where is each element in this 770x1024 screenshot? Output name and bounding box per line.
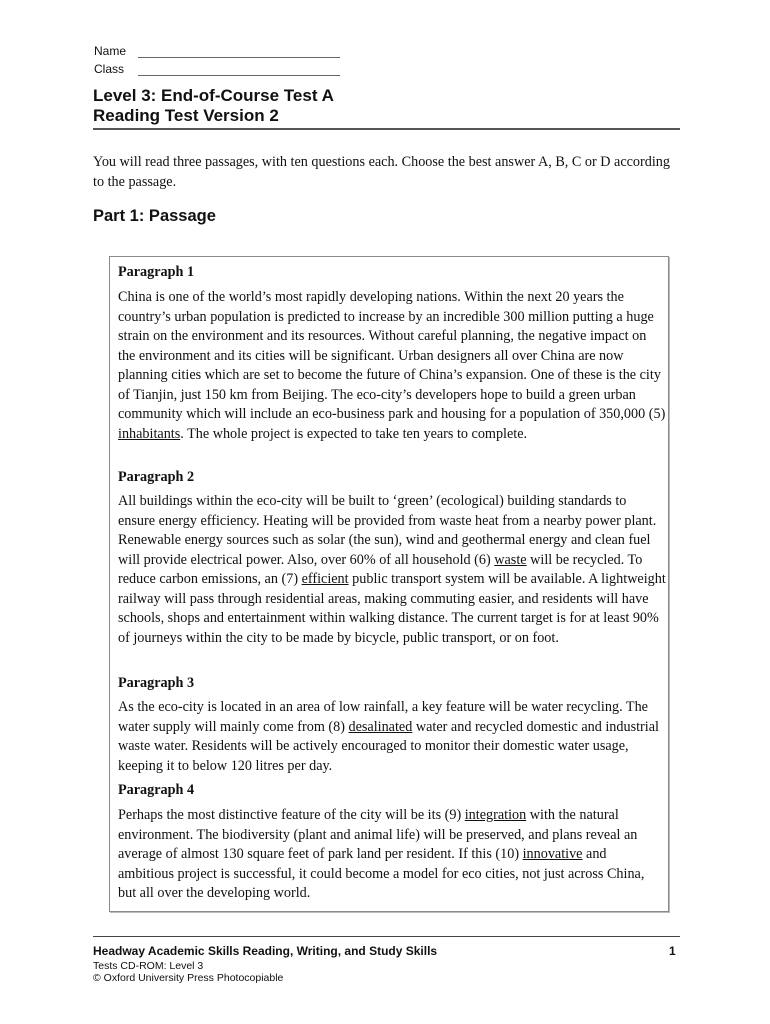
class-field [94,62,340,76]
footer-cdrom-line: Tests CD-ROM: Level 3 [93,960,204,972]
paragraph-4-heading: Paragraph 4 [118,782,195,798]
paragraph-text-segment: Perhaps the most distinctive feature of the city will be its (9) [118,807,465,823]
name-blank-line [138,47,340,58]
paragraph-3-text [118,698,666,776]
vocabulary-word: desalinated [348,718,413,735]
paragraph-text-segment: and ambitious project is successful, it could become a model for eco cities, not just across China, but all over the developing world. [118,846,645,901]
vocabulary-word: waste [494,551,527,568]
paragraph-2-text [118,492,666,648]
paragraph-text-segment: water and recycled domestic and industrial waste water. Residents will be actively encouraged to monitor their domestic water usage, keeping it to below 120 litres per day. [118,718,659,774]
footer-copyright-line: © Oxford University Press Photocopiable [93,972,284,984]
paragraph-2-heading: Paragraph 2 [118,469,195,485]
paragraph-3-heading: Paragraph 3 [118,675,195,691]
class-label: Class [94,62,125,76]
vocabulary-word: integration [464,807,527,823]
name-field [94,44,340,58]
footer-divider [93,936,680,937]
paragraph-1-heading: Paragraph 1 [118,264,195,280]
vocabulary-word: innovative [522,846,583,862]
paragraph-text-segment: All buildings within the eco-city will be built to ‘green’ (ecological) building standards to ensure energy efficiency. Heating will be provided from waste heat from a nearby power plant. Renewable energy sources such as solar (the sun), wind and geothermal energy and clean fuel will provide electrical power. Also, over 60% of all household (6) [118,493,657,568]
paragraph-text-segment: will be recycled. To reduce carbon emissions, an (7) [118,551,643,587]
part-heading: Part 1: Passage [93,207,216,225]
paragraph-1-text [118,288,666,444]
title-line-2: Reading Test Version 2 [93,106,279,125]
paragraph-text-segment: . The whole project is expected to take ten years to complete. [180,425,528,442]
class-blank-line [138,65,340,76]
paragraph-text-segment: China is one of the world’s most rapidly developing nations. Within the next 20 years the country’s urban population is predicted to increase by an incredible 300 million putting a huge strain on the environment and its resources. Without careful planning, the negative impact on the environment and its cities will be significant. Urban designers all over China are now planning cities which are set to become the future of China’s expansion. One of these is the city of Tianjin, just 150 km from Beijing. The eco-city’s developers hope to build a green urban community which will include an eco-business park and housing for a population of 350,000 (5) [118,289,666,422]
instructions: You will read three passages, with ten questions each. Choose the best answer A, B, C or D according to the passage. [93,154,670,190]
title-divider [93,128,680,130]
paragraph-4-text [118,806,666,904]
title-line-1: Level 3: End-of-Course Test A [93,86,334,105]
page-title [93,86,334,126]
vocabulary-word: inhabitants [118,425,181,442]
paragraph-text-segment: with the natural environment. The biodiversity (plant and animal life) will be preserved, and plans reveal an average of almost 130 square feet of park land per resident. If this (10) [118,807,638,862]
footer-title: Headway Academic Skills Reading, Writing, and Study Skills [93,944,438,958]
name-label: Name [94,44,127,58]
paragraph-text-segment: public transport system will be available. A lightweight railway will pass through residential areas, making commuting easier, and residents will have schools, shops and entertainment within walking distance. The current target is for at least 90% of journeys within the city to be made by bicycle, public transport, or on foot. [118,571,666,646]
page-number: 1 [669,944,676,958]
paragraph-text-segment: As the eco-city is located in an area of low rainfall, a key feature will be water recycling. The water supply will mainly come from (8) [118,699,648,735]
vocabulary-word: efficient [301,571,349,587]
